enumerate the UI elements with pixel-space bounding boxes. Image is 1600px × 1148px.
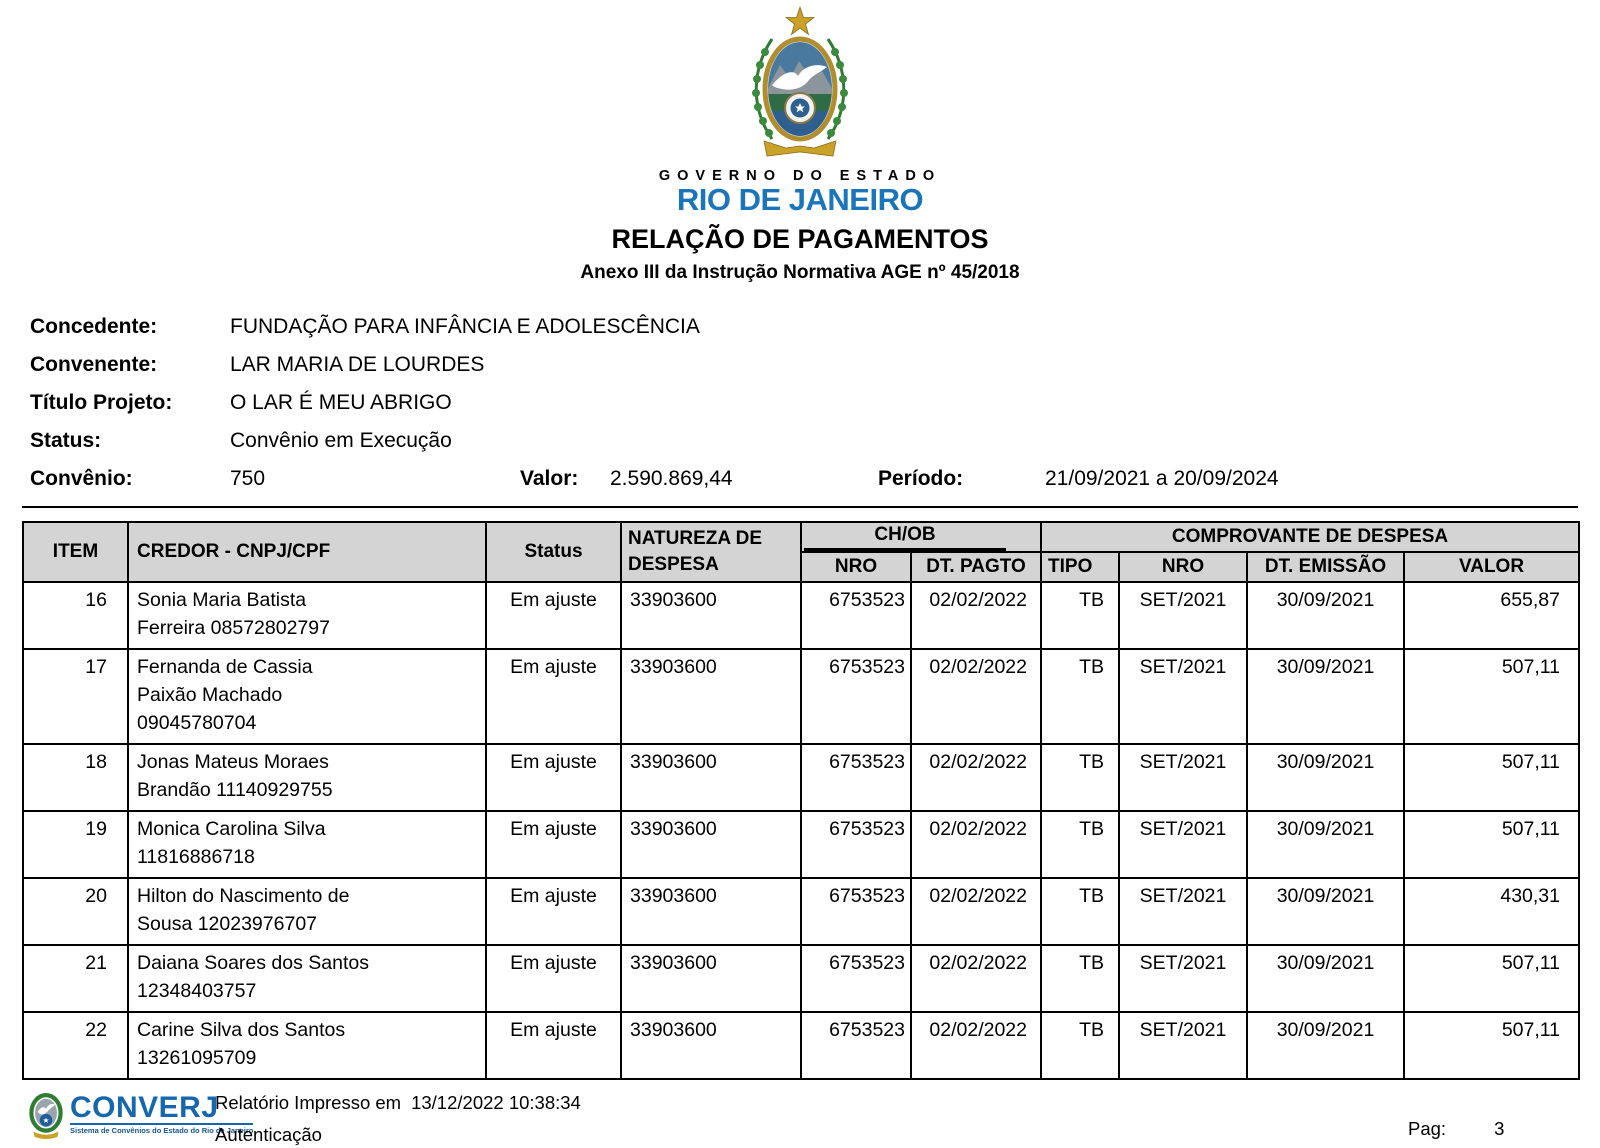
cell-nro: SET/2021 <box>1119 1012 1247 1079</box>
cell-natureza: 33903600 <box>621 582 801 649</box>
table-row <box>23 811 1579 878</box>
table-row <box>23 1012 1579 1079</box>
cell-chob-nro: 6753523 <box>801 649 911 744</box>
cell-item: 20 <box>23 878 128 945</box>
cell-status: Em ajuste <box>486 1012 621 1079</box>
concedente-value: FUNDAÇÃO PARA INFÂNCIA E ADOLESCÊNCIA <box>230 315 700 338</box>
col-header-credor: CREDOR - CNPJ/CPF <box>128 522 486 582</box>
cell-chob-nro: 6753523 <box>801 811 911 878</box>
convenente-label: Convenente: <box>30 353 158 376</box>
chob-group-label: CH/OB <box>804 524 1006 551</box>
cell-nro: SET/2021 <box>1119 649 1247 744</box>
concedente-label: Concedente: <box>30 315 158 338</box>
cell-chob-nro: 6753523 <box>801 945 911 1012</box>
cell-status: Em ajuste <box>486 945 621 1012</box>
table-row <box>23 649 1579 744</box>
cell-dt-emissao: 30/09/2021 <box>1247 744 1404 811</box>
cell-tipo: TB <box>1041 878 1119 945</box>
report-title: RELAÇÃO DE PAGAMENTOS <box>611 224 989 254</box>
cell-item: 19 <box>23 811 128 878</box>
col-header-dt-emissao: DT. EMISSÃO <box>1247 552 1404 582</box>
cell-nro: SET/2021 <box>1119 811 1247 878</box>
col-header-tipo: TIPO <box>1041 552 1119 582</box>
col-header-valor: VALOR <box>1404 552 1579 582</box>
converj-emblem-icon <box>28 1092 64 1140</box>
col-header-item: ITEM <box>23 522 128 582</box>
printed-at-label: Relatório Impresso em <box>215 1092 402 1113</box>
status-label: Status: <box>30 429 102 452</box>
cell-status: Em ajuste <box>486 878 621 945</box>
cell-tipo: TB <box>1041 1012 1119 1079</box>
titulo-projeto-label: Título Projeto: <box>30 391 173 414</box>
meta-row-titulo-projeto <box>30 384 1600 422</box>
cell-item: 16 <box>23 582 128 649</box>
cell-dt-pagto: 02/02/2022 <box>911 649 1041 744</box>
cell-valor: 507,11 <box>1404 744 1579 811</box>
governo-do-estado-text: GOVERNO DO ESTADO <box>658 168 942 184</box>
titulo-projeto-value: O LAR É MEU ABRIGO <box>230 391 452 414</box>
col-header-nro: NRO <box>1119 552 1247 582</box>
col-group-chob <box>801 522 1041 552</box>
cell-dt-pagto: 02/02/2022 <box>911 811 1041 878</box>
payments-table-body <box>23 582 1579 1079</box>
cell-credor: Sonia Maria Batista Ferreira 08572802797 <box>128 582 486 649</box>
printed-at-value: 13/12/2022 10:38:34 <box>411 1092 581 1113</box>
cell-nro: SET/2021 <box>1119 878 1247 945</box>
cell-dt-pagto: 02/02/2022 <box>911 744 1041 811</box>
periodo-label: Período: <box>878 467 964 490</box>
rio-de-janeiro-coat-of-arms-icon <box>736 5 864 165</box>
cell-chob-nro: 6753523 <box>801 582 911 649</box>
cell-dt-emissao: 30/09/2021 <box>1247 945 1404 1012</box>
printed-at-line <box>215 1092 581 1114</box>
cell-credor: Daiana Soares dos Santos 12348403757 <box>128 945 486 1012</box>
cell-natureza: 33903600 <box>621 744 801 811</box>
cell-item: 21 <box>23 945 128 1012</box>
cell-valor: 655,87 <box>1404 582 1579 649</box>
cell-status: Em ajuste <box>486 582 621 649</box>
cell-status: Em ajuste <box>486 811 621 878</box>
cell-credor: Carine Silva dos Santos 13261095709 <box>128 1012 486 1079</box>
cell-dt-emissao: 30/09/2021 <box>1247 582 1404 649</box>
cell-item: 17 <box>23 649 128 744</box>
report-subtitle: Anexo III da Instrução Normativa AGE nº 45/2018 <box>580 262 1020 283</box>
autenticacao-label: Autenticação <box>215 1124 322 1145</box>
cell-nro: SET/2021 <box>1119 582 1247 649</box>
page-indicator <box>1408 1118 1504 1140</box>
cell-natureza: 33903600 <box>621 1012 801 1079</box>
cell-tipo: TB <box>1041 649 1119 744</box>
cell-item: 22 <box>23 1012 128 1079</box>
converj-wordmark: CONVERJ <box>70 1091 219 1124</box>
periodo-value: 21/09/2021 a 20/09/2024 <box>1045 467 1279 490</box>
cell-dt-pagto: 02/02/2022 <box>911 878 1041 945</box>
meta-row-convenente <box>30 346 1600 384</box>
cell-valor: 430,31 <box>1404 878 1579 945</box>
meta-row-convenio <box>30 460 1600 498</box>
cell-status: Em ajuste <box>486 744 621 811</box>
cell-natureza: 33903600 <box>621 649 801 744</box>
table-row <box>23 582 1579 649</box>
cell-dt-pagto: 02/02/2022 <box>911 582 1041 649</box>
cell-credor: Hilton do Nascimento de Sousa 12023976707 <box>128 878 486 945</box>
cell-dt-emissao: 30/09/2021 <box>1247 649 1404 744</box>
col-group-comprovante: COMPROVANTE DE DESPESA <box>1041 522 1579 552</box>
cell-natureza: 33903600 <box>621 878 801 945</box>
cell-dt-pagto: 02/02/2022 <box>911 945 1041 1012</box>
cell-valor: 507,11 <box>1404 1012 1579 1079</box>
report-footer <box>0 1086 1600 1148</box>
cell-dt-emissao: 30/09/2021 <box>1247 878 1404 945</box>
cell-chob-nro: 6753523 <box>801 744 911 811</box>
table-row <box>23 878 1579 945</box>
payments-table <box>22 521 1580 1080</box>
cell-valor: 507,11 <box>1404 649 1579 744</box>
rio-de-janeiro-wordmark: RIO DE JANEIRO <box>676 182 924 217</box>
cell-nro: SET/2021 <box>1119 744 1247 811</box>
page-number: 3 <box>1494 1118 1505 1139</box>
cell-tipo: TB <box>1041 744 1119 811</box>
converj-tagline: Sistema de Convênios do Estado do Rio de Janeiro <box>70 1123 253 1135</box>
col-header-natureza: NATUREZA DE DESPESA <box>621 522 801 582</box>
cell-credor: Monica Carolina Silva 11816886718 <box>128 811 486 878</box>
meta-row-concedente <box>30 308 1600 346</box>
cell-valor: 507,11 <box>1404 811 1579 878</box>
cell-credor: Fernanda de Cassia Paixão Machado 09045780704 <box>128 649 486 744</box>
cell-natureza: 33903600 <box>621 945 801 1012</box>
cell-nro: SET/2021 <box>1119 945 1247 1012</box>
cell-tipo: TB <box>1041 582 1119 649</box>
convenio-value: 750 <box>230 467 266 490</box>
col-header-status: Status <box>486 522 621 582</box>
cell-credor: Jonas Mateus Moraes Brandão 11140929755 <box>128 744 486 811</box>
cell-status: Em ajuste <box>486 649 621 744</box>
cell-dt-emissao: 30/09/2021 <box>1247 1012 1404 1079</box>
cell-chob-nro: 6753523 <box>801 1012 911 1079</box>
cell-chob-nro: 6753523 <box>801 878 911 945</box>
cell-item: 18 <box>23 744 128 811</box>
page-label: Pag: <box>1408 1118 1447 1139</box>
col-header-dt-pagto: DT. PAGTO <box>911 552 1041 582</box>
convenio-label: Convênio: <box>30 467 133 490</box>
valor-label: Valor: <box>520 467 579 490</box>
document-header <box>0 0 1600 283</box>
cell-dt-emissao: 30/09/2021 <box>1247 811 1404 878</box>
cell-dt-pagto: 02/02/2022 <box>911 1012 1041 1079</box>
col-header-chob-nro: NRO <box>801 552 911 582</box>
meta-row-status <box>30 422 1600 460</box>
table-top-rule <box>22 506 1578 508</box>
valor-value: 2.590.869,44 <box>610 467 733 490</box>
status-value: Convênio em Execução <box>230 429 452 452</box>
cell-natureza: 33903600 <box>621 811 801 878</box>
cell-tipo: TB <box>1041 945 1119 1012</box>
cell-tipo: TB <box>1041 811 1119 878</box>
table-row <box>23 945 1579 1012</box>
convenente-value: LAR MARIA DE LOURDES <box>230 353 485 376</box>
cell-valor: 507,11 <box>1404 945 1579 1012</box>
table-row <box>23 744 1579 811</box>
report-meta <box>30 308 1600 498</box>
